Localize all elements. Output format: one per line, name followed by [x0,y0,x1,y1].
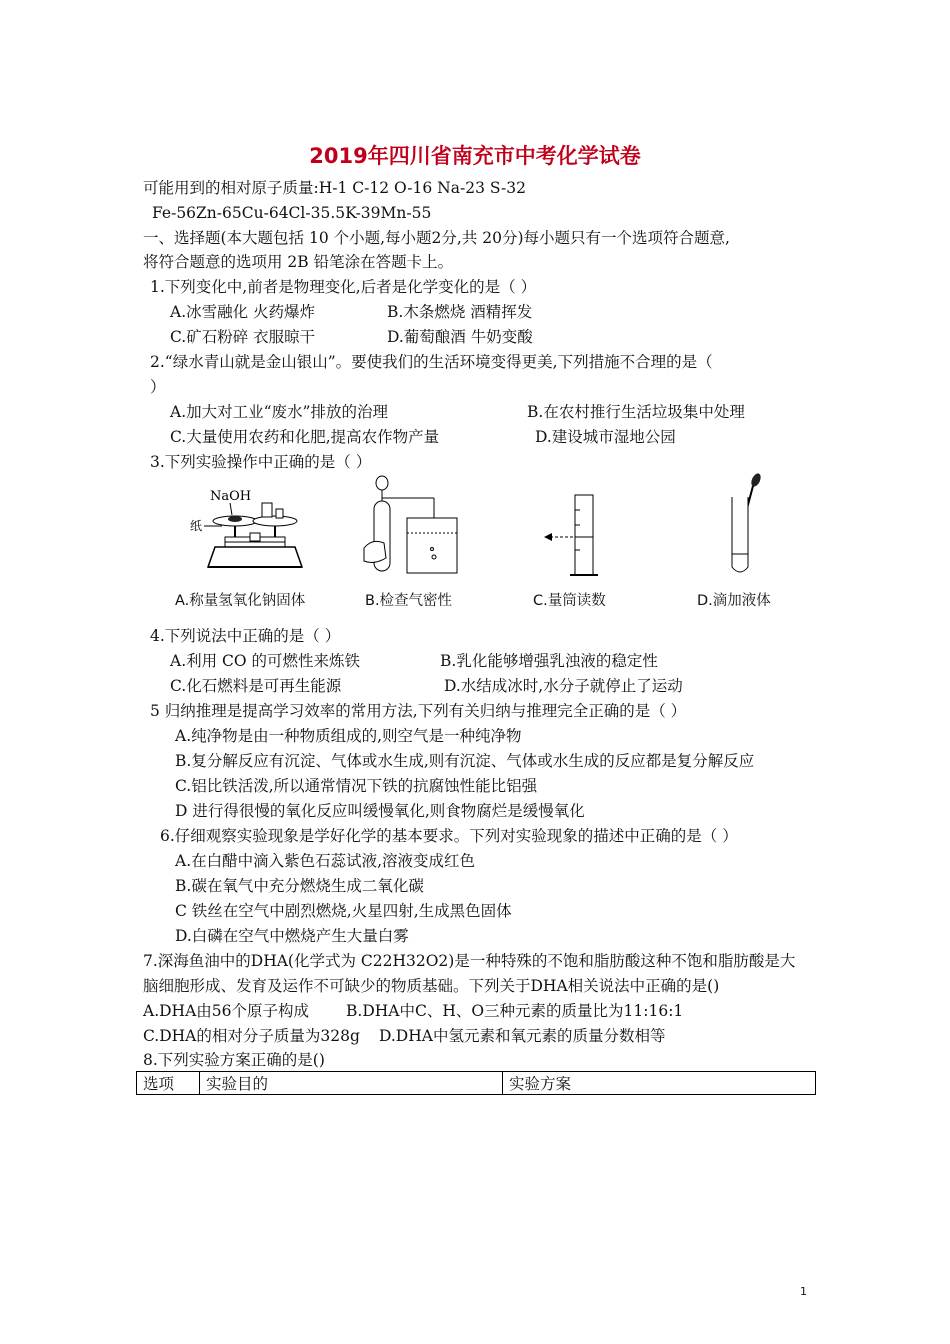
naoh-label: NaOH [210,489,252,504]
q2-option-b: B.在农村推行生活垃圾集中处理 [527,403,745,421]
table-header-row [137,1072,816,1095]
q4-option-b: B.乳化能够增强乳浊液的稳定性 [440,652,658,670]
q2-stem: 2.“绿水青山就是金山银山”。要使我们的生活环境变得更美,下列措施不合理的是（ [150,353,713,371]
table-header-option: 选项 [137,1072,200,1095]
q3-stem: 3.下列实验操作中正确的是（ ） [150,453,372,471]
section-intro-line2: 将符合题意的选项用 2B 铅笔涂在答题卡上。 [143,253,454,271]
q5-stem: 5 归纳推理是提高学习效率的常用方法,下列有关归纳与推理完全正确的是（ ） [150,702,687,720]
q7-option-c: C.DHA的相对分子质量为328g [143,1027,360,1045]
q6-option-a: A.在白醋中滴入紫色石蕊试液,溶液变成红色 [175,852,476,870]
q7-option-b: B.DHA中C、H、O三种元素的质量比为11:16:1 [346,1002,684,1020]
table-header-purpose: 实验目的 [200,1072,503,1095]
section-intro-line1: 一、选择题(本大题包括 10 个小题,每小题2分,共 20分)每小题只有一个选项符合题意, [143,229,730,247]
q1-option-c: C.矿石粉碎 衣服晾干 [170,328,316,346]
q4-stem: 4.下列说法中正确的是（ ） [150,627,341,645]
q4-option-d: D.水结成冰时,水分子就停止了运动 [444,677,683,695]
q6-option-c: C 铁丝在空气中剧烈燃烧,火星四射,生成黑色固体 [175,902,512,920]
q6-option-b: B.碳在氧气中充分燃烧生成二氧化碳 [175,877,424,895]
atomic-masses-line1: 可能用到的相对原子质量:H-1 C-12 O-16 Na-23 S-32 [143,179,527,197]
q2-stem-cont: ） [150,378,166,396]
q5-option-b: B.复分解反应有沉淀、气体或水生成,则有沉淀、气体或水生成的反应都是复分解反应 [175,752,755,770]
q5-option-c: C.铝比铁活泼,所以通常情况下铁的抗腐蚀性能比铝强 [175,777,538,795]
page-number: 1 [800,1285,807,1298]
airtightness-figure [362,473,472,583]
q6-option-d: D.白磷在空气中燃烧产生大量白雾 [175,927,409,945]
dropper-figure [718,472,778,582]
table-header-plan: 实验方案 [503,1072,816,1095]
q7-option-a: A.DHA由56个原子构成 [143,1002,309,1020]
q5-option-a: A.纯净物是由一种物质组成的,则空气是一种纯净物 [175,727,522,745]
q1-stem: 1.下列变化中,前者是物理变化,后者是化学变化的是（ ） [150,278,537,296]
caption-c: C.量筒读数 [533,593,606,609]
q8-stem: 8.下列实验方案正确的是() [143,1051,325,1069]
q2-option-a: A.加大对工业“废水”排放的治理 [170,403,388,421]
q1-option-d: D.葡萄酿酒 牛奶变酸 [387,328,533,346]
q5-option-d: D 进行得很慢的氧化反应叫缓慢氧化,则食物腐烂是缓慢氧化 [175,802,585,820]
q7-stem-line1: 7.深海鱼油中的DHA(化学式为 C22H32O2)是一种特殊的不饱和脂肪酸这种不饱和脂肪酸是大 [143,952,796,970]
balance-figure [190,485,330,580]
q7-option-d: D.DHA中氢元素和氧元素的质量分数相等 [379,1027,666,1045]
page-title: 2019年四川省南充市中考化学试卷 [309,144,641,168]
caption-b: B.检查气密性 [365,593,453,609]
q1-option-a: A.冰雪融化 火药爆炸 [170,303,316,321]
q1-option-b: B.木条燃烧 酒精挥发 [387,303,533,321]
q2-option-c: C.大量使用农药和化肥,提高农作物产量 [170,428,440,446]
q4-option-c: C.化石燃料是可再生能源 [170,677,342,695]
q8-options-table [136,1071,816,1095]
q7-stem-line2: 脑细胞形成、发育及运作不可缺少的物质基础。下列关于DHA相关说法中正确的是() [143,977,720,995]
caption-d: D.滴加液体 [697,593,771,609]
paper-label: 纸 [190,519,203,533]
caption-a: A.称量氢氧化钠固体 [175,593,306,609]
q6-stem: 6.仔细观察实验现象是学好化学的基本要求。下列对实验现象的描述中正确的是（ ） [160,827,738,845]
q4-option-a: A.利用 CO 的可燃性来炼铁 [170,652,361,670]
q2-option-d: D.建设城市湿地公园 [535,428,676,446]
cylinder-figure [540,490,610,590]
atomic-masses-line2: Fe-56Zn-65Cu-64Cl-35.5K-39Mn-55 [152,204,432,222]
